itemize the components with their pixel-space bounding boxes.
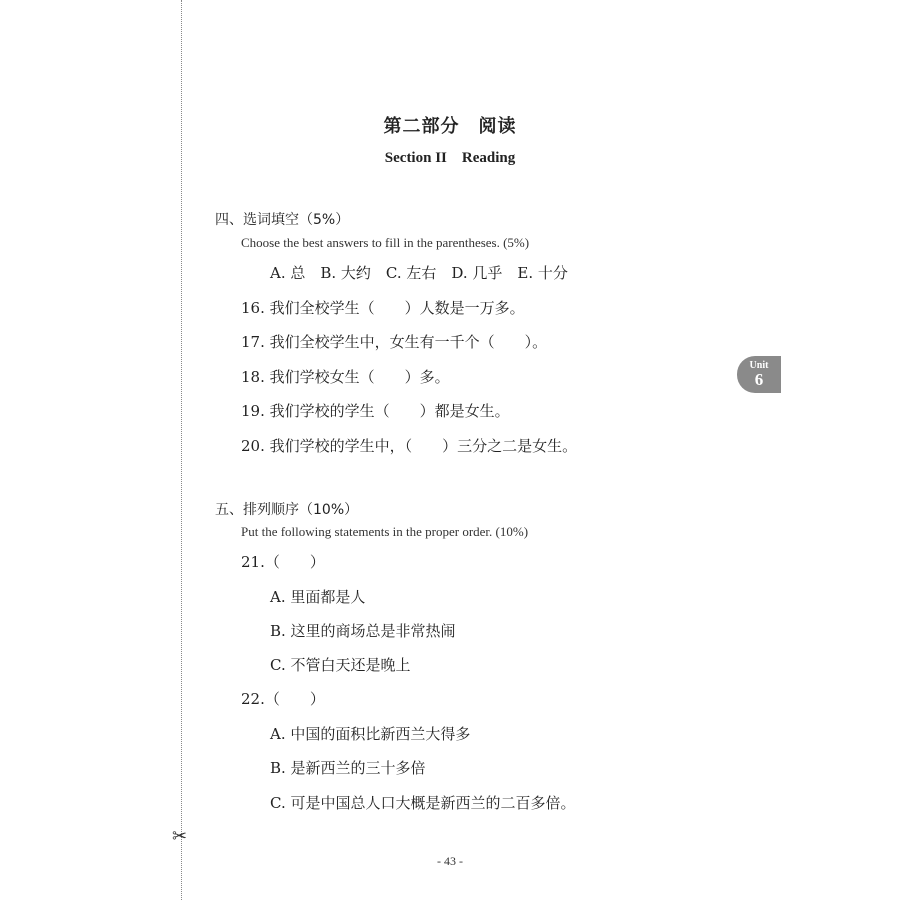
q22-option-b: B. 是新西兰的三十多倍	[270, 759, 426, 777]
question-18: 18. 我们学校女生（ ）多。	[241, 368, 450, 386]
q21-option-a: A. 里面都是人	[270, 588, 366, 606]
question-17: 17. 我们全校学生中，女生有一千个（ ）。	[241, 333, 548, 351]
section5-heading: 五、排列顺序（10%）	[215, 502, 359, 518]
q21-option-c: C. 不管白天还是晚上	[270, 656, 411, 674]
section4-instruction: Choose the best answers to fill in the parentheses. (5%)	[241, 235, 530, 250]
question-16: 16. 我们全校学生（ ）人数是一万多。	[241, 299, 525, 317]
unit-tab	[737, 356, 781, 393]
section-title-chinese: 第二部分 阅读	[383, 116, 517, 137]
page-number: - 43 -	[437, 854, 463, 868]
section5-instruction: Put the following statements in the proper order. (10%)	[241, 524, 529, 539]
question-19: 19. 我们学校的学生（ ）都是女生。	[241, 402, 510, 420]
question-20: 20. 我们学校的学生中，（ ）三分之二是女生。	[241, 437, 578, 455]
section4-options: A. 总 B. 大约 C. 左右 D. 几乎 E. 十分	[270, 264, 568, 282]
q21-option-b: B. 这里的商场总是非常热闹	[270, 622, 456, 640]
section-title-english: Section II Reading	[384, 150, 516, 166]
unit-tab-number: 6	[754, 370, 764, 389]
section4-heading: 四、选词填空（5%）	[215, 212, 350, 228]
scissors-icon: ✂	[172, 826, 188, 847]
q22-option-c: C. 可是中国总人口大概是新西兰的二百多倍。	[270, 794, 576, 812]
question-22: 22.（ ）	[241, 690, 325, 708]
question-21: 21.（ ）	[241, 553, 325, 571]
unit-tab-label: Unit	[749, 360, 769, 371]
q22-option-a: A. 中国的面积比新西兰大得多	[270, 725, 471, 743]
